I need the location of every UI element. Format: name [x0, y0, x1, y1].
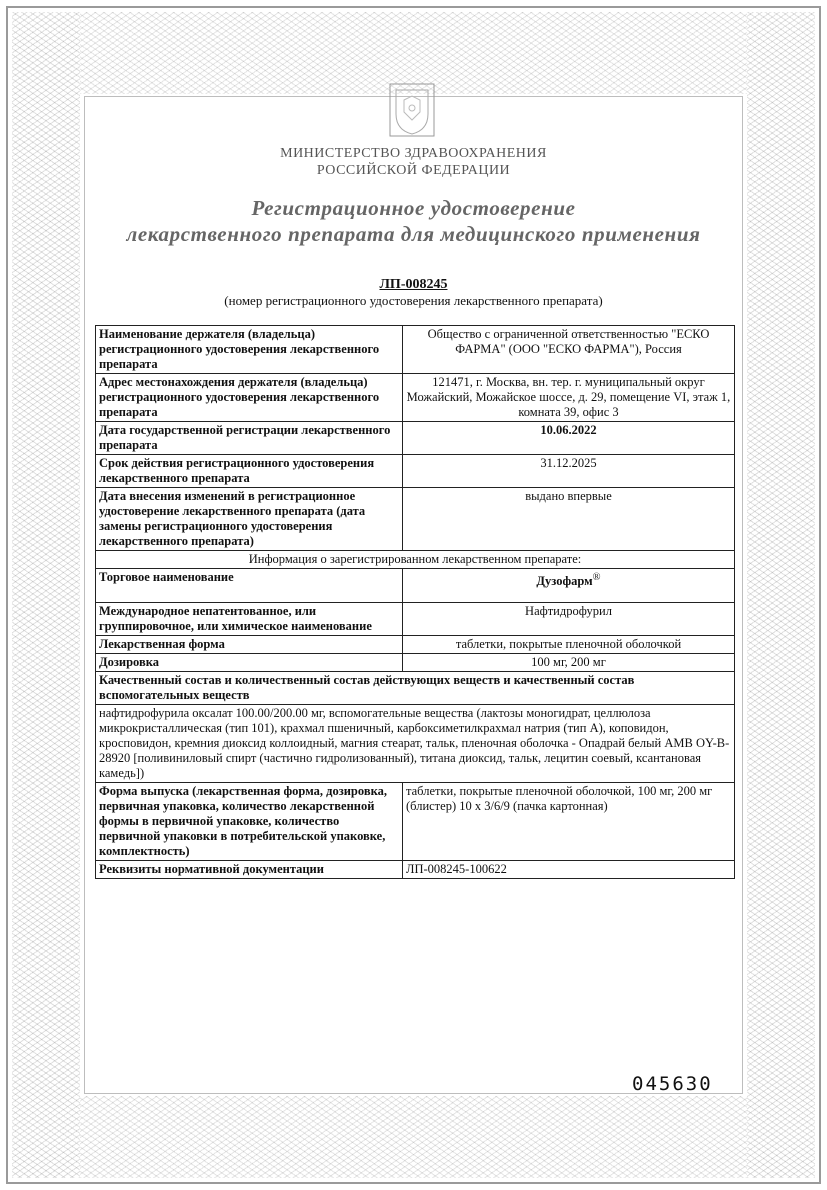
- table-row: [96, 422, 735, 455]
- changes-date-label: Дата внесения изменений в регистрационное удостоверение лекарственного препарата (дата замены регистрационного удостоверения лекарственного препарата): [96, 488, 403, 551]
- composition-value: нафтидрофурила оксалат 100.00/200.00 мг, вспомогательные вещества (лактозы моногидрат, целлюлоза микрокристаллическая (тип 101), крахмал пшеничный, карбоксиметилкрахмал натрия (тип А), коповидон, кросповидон, кремния диоксид коллоидный, магния стеарат, тальк, пленочная оболочка - Опадрай белый AMB OY-B-28920 [поливиниловый спирт (частично гидролизованный), титана диоксид, тальк, лецитин соевый, ксантановая камедь]): [96, 705, 735, 783]
- document-title-line1: Регистрационное удостоверение: [251, 196, 576, 220]
- dosage-value: 100 мг, 200 мг: [403, 654, 735, 672]
- registration-date-value: 10.06.2022: [403, 422, 735, 455]
- border-bottom-pattern: [80, 1096, 747, 1178]
- table-row: [96, 374, 735, 422]
- table-row: [96, 326, 735, 374]
- registered-trademark-mark: ®: [592, 572, 601, 583]
- changes-date-value: выдано впервые: [403, 488, 735, 551]
- holder-name-label: Наименование держателя (владельца) регистрационного удостоверения лекарственного препарата: [96, 326, 403, 374]
- registration-number-caption: (номер регистрационного удостоверения лекарственного препарата): [224, 293, 603, 308]
- product-info-header: Информация о зарегистрированном лекарственном препарате:: [96, 551, 735, 569]
- registration-number: ЛП-008245: [379, 277, 448, 292]
- holder-name-value: Общество с ограниченной ответственностью "ЕСКО ФАРМА" (ООО "ЕСКО ФАРМА"), Россия: [403, 326, 735, 374]
- coat-of-arms-icon: [386, 82, 438, 138]
- inn-value: Нафтидрофурил: [403, 603, 735, 636]
- release-form-value: таблетки, покрытые пленочной оболочкой, 100 мг, 200 мг (блистер) 10 х 3/6/9 (пачка картонная): [403, 783, 735, 861]
- table-row: [96, 636, 735, 654]
- composition-label: Качественный состав и количественный состав действующих веществ и качественный состав вспомогательных веществ: [96, 672, 735, 705]
- validity-value: 31.12.2025: [403, 455, 735, 488]
- table-row: [96, 603, 735, 636]
- holder-address-value: 121471, г. Москва, вн. тер. г. муниципальный округ Можайский, Можайское шоссе, д. 29, помещение VI, этаж 1, комната 39, офис 3: [403, 374, 735, 422]
- trade-name-cell: [403, 569, 735, 603]
- trade-name-label: Торговое наименование: [96, 569, 403, 603]
- form-serial-number: 045630: [632, 1073, 713, 1095]
- normative-docs-label: Реквизиты нормативной документации: [96, 861, 403, 879]
- table-row: [96, 672, 735, 705]
- border-left-pattern: [12, 12, 80, 1178]
- holder-address-label: Адрес местонахождения держателя (владельца) регистрационного удостоверения лекарственного препарата: [96, 374, 403, 422]
- document-title-line2: лекарственного препарата для медицинского применения: [126, 222, 701, 246]
- ministry-name-line2: РОССИЙСКОЙ ФЕДЕРАЦИИ: [316, 163, 511, 178]
- table-row: [96, 569, 735, 603]
- ministry-name-line1: МИНИСТЕРСТВО ЗДРАВООХРАНЕНИЯ: [280, 146, 547, 161]
- table-row: [96, 861, 735, 879]
- dosage-form-label: Лекарственная форма: [96, 636, 403, 654]
- validity-label: Срок действия регистрационного удостоверения лекарственного препарата: [96, 455, 403, 488]
- table-row: [96, 783, 735, 861]
- border-right-pattern: [747, 12, 815, 1178]
- dosage-form-value: таблетки, покрытые пленочной оболочкой: [403, 636, 735, 654]
- dosage-label: Дозировка: [96, 654, 403, 672]
- normative-docs-value: ЛП-008245-100622: [403, 861, 735, 879]
- table-row: [96, 654, 735, 672]
- table-row: [96, 488, 735, 551]
- release-form-label: Форма выпуска (лекарственная форма, дозировка, первичная упаковка, количество лекарственной формы в первичной упаковке, количество первичной упаковки в потребительской упаковке, комплектность): [96, 783, 403, 861]
- registration-date-label: Дата государственной регистрации лекарственного препарата: [96, 422, 403, 455]
- table-row: [96, 455, 735, 488]
- trade-name-value: Дузофарм: [536, 574, 593, 589]
- table-row: [96, 551, 735, 569]
- registration-details-table: [95, 325, 735, 879]
- inn-label: Международное непатентованное, или группировочное, или химическое наименование: [96, 603, 403, 636]
- table-row: [96, 705, 735, 783]
